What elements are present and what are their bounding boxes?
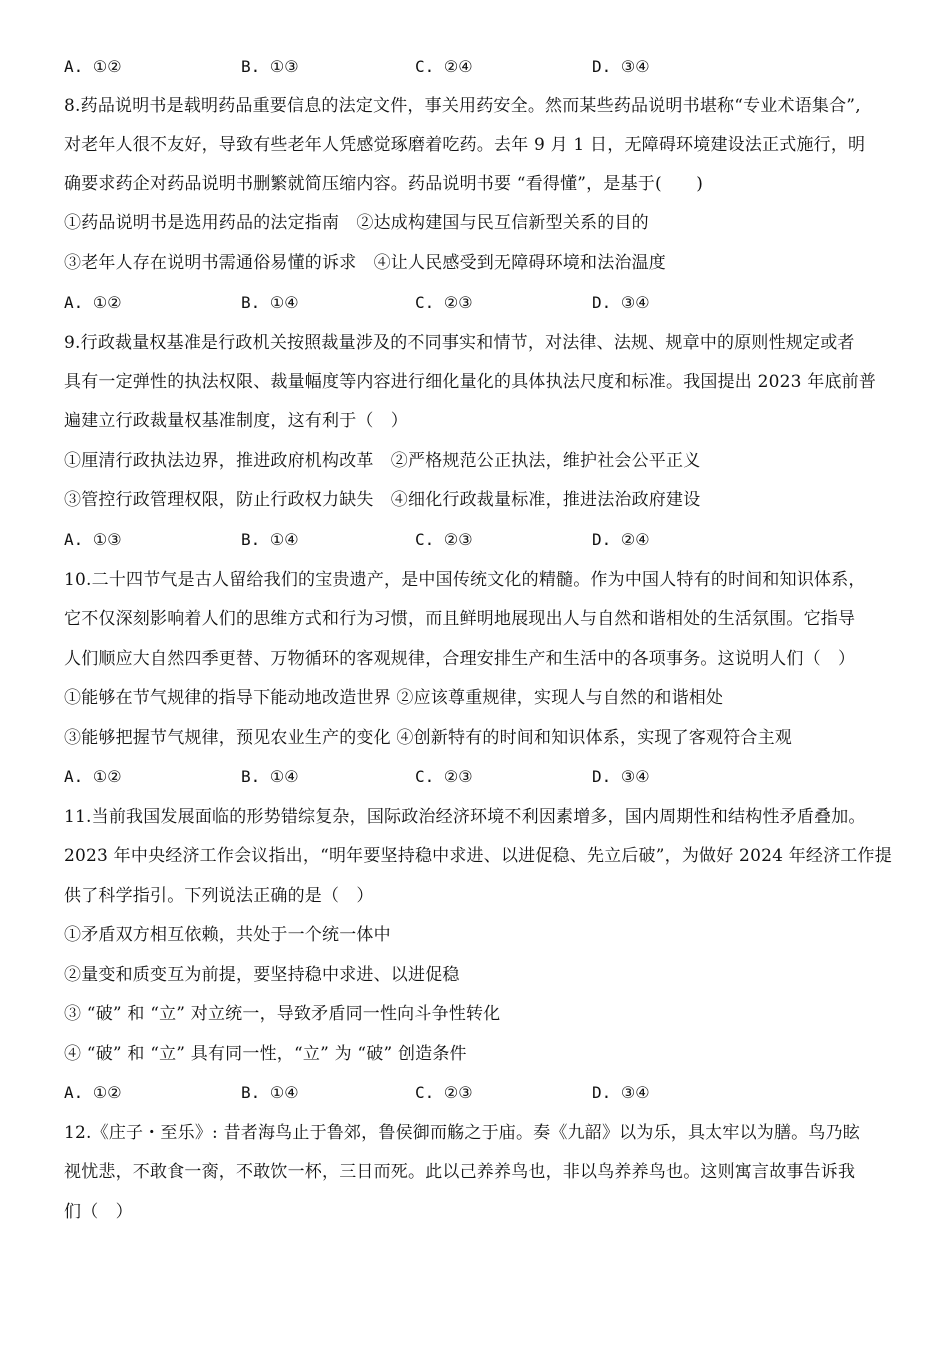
q11-options [64,1082,764,1104]
q11-statement-4: ④ “破” 和 “立” 具有同一性，“立” 为 “破” 创造条件 [64,1044,467,1064]
option-b: B. ①④ [241,1083,299,1102]
q12-stem-line-3: 们（ ） [64,1202,133,1222]
q10-options [64,766,764,788]
q9-stem-line-3: 遍建立行政裁量权基准制度，这有利于（ ） [64,411,408,431]
option-d: D. ③④ [592,57,650,76]
q9-stem-line-2: 具有一定弹性的执法权限、裁量幅度等内容进行细化量化的具体执法尺度和标准。我国提出 2023 年底前普 [64,372,877,392]
q10-stem-line-3: 人们顺应大自然四季更替、万物循环的客观规律，合理安排生产和生活中的各项事务。这说明人们（ ） [64,649,856,669]
q12-stem-line-2: 视忧悲，不敢食一脔，不敢饮一杯，三日而死。此以己养养鸟也，非以鸟养养鸟也。这则寓言故事告诉我 [64,1162,856,1182]
option-d: D. ③④ [592,767,650,786]
option-b: B. ①④ [241,293,299,312]
option-c: C. ②③ [415,530,473,549]
q9-statement-3-4: ③管控行政管理权限，防止行政权力缺失 ④细化行政裁量标准，推进法治政府建设 [64,490,701,510]
q9-options [64,529,764,551]
q10-stem-line-2: 它不仅深刻影响着人们的思维方式和行为习惯，而且鲜明地展现出人与自然和谐相处的生活氛围。它指导 [64,609,856,629]
q10-statement-3-4: ③能够把握节气规律，预见农业生产的变化 ④创新特有的时间和知识体系，实现了客观符合主观 [64,728,793,748]
option-d: D. ③④ [592,293,650,312]
option-b: B. ①③ [241,57,299,76]
option-a: A. ①② [64,57,122,76]
q8-stem-line-1: 8.药品说明书是载明药品重要信息的法定文件，事关用药安全。然而某些药品说明书堪称“专业术语集合”, [64,96,861,116]
q8-statement-3-4: ③老年人存在说明书需通俗易懂的诉求 ④让人民感受到无障碍环境和法治温度 [64,253,666,273]
q8-statement-1-2: ①药品说明书是选用药品的法定指南 ②达成构建国与民互信新型关系的目的 [64,213,649,233]
q10-stem-line-1: 10.二十四节气是古人留给我们的宝贵遗产，是中国传统文化的精髓。作为中国人特有的时间和知识体系， [64,570,866,590]
option-a: A. ①② [64,767,122,786]
q11-statement-1: ①矛盾双方相互依赖，共处于一个统一体中 [64,925,391,945]
q11-stem-line-3: 供了科学指引。下列说法正确的是（ ） [64,886,374,906]
q10-statement-1-2: ①能够在节气规律的指导下能动地改造世界 ②应该尊重规律，实现人与自然的和谐相处 [64,688,724,708]
option-a: A. ①② [64,1083,122,1102]
q9-stem-line-1: 9.行政裁量权基准是行政机关按照裁量涉及的不同事实和情节，对法律、法规、规章中的原则性规定或者 [64,333,855,353]
option-c: C. ②③ [415,767,473,786]
option-c: C. ②③ [415,293,473,312]
option-b: B. ①④ [241,767,299,786]
option-a: A. ①② [64,293,122,312]
q11-statement-2: ②量变和质变互为前提，要坚持稳中求进、以进促稳 [64,965,460,985]
q11-stem-line-1: 11.当前我国发展面临的形势错综复杂，国际政治经济环境不利因素增多，国内周期性和结构性矛盾叠加。 [64,807,866,827]
q7-options [64,56,764,78]
q8-stem-line-2: 对老年人很不友好，导致有些老年人凭感觉琢磨着吃药。去年 9 月 1 日，无障碍环境建设法正式施行，明 [64,135,866,155]
option-a: A. ①③ [64,530,122,549]
option-d: D. ②④ [592,530,650,549]
q11-stem-line-2: 2023 年中央经济工作会议指出，“明年要坚持稳中求进、以进促稳、先立后破”，为做好 2024 年经济工作提 [64,846,892,866]
option-b: B. ①④ [241,530,299,549]
option-c: C. ②③ [415,1083,473,1102]
q11-statement-3: ③ “破” 和 “立” 对立统一，导致矛盾同一性向斗争性转化 [64,1004,501,1024]
q12-stem-line-1: 12.《庄子・至乐》: 昔者海鸟止于鲁郊，鲁侯御而觞之于庙。奏《九韶》以为乐，具太牢以为膳。鸟乃眩 [64,1123,860,1143]
q8-stem-line-3: 确要求药企对药品说明书删繁就简压缩内容。药品说明书要 “看得懂”，是基于( ) [64,174,704,194]
q8-options [64,292,764,314]
option-d: D. ③④ [592,1083,650,1102]
q9-statement-1-2: ①厘清行政执法边界，推进政府机构改革 ②严格规范公正执法，维护社会公平正义 [64,451,701,471]
option-c: C. ②④ [415,57,473,76]
